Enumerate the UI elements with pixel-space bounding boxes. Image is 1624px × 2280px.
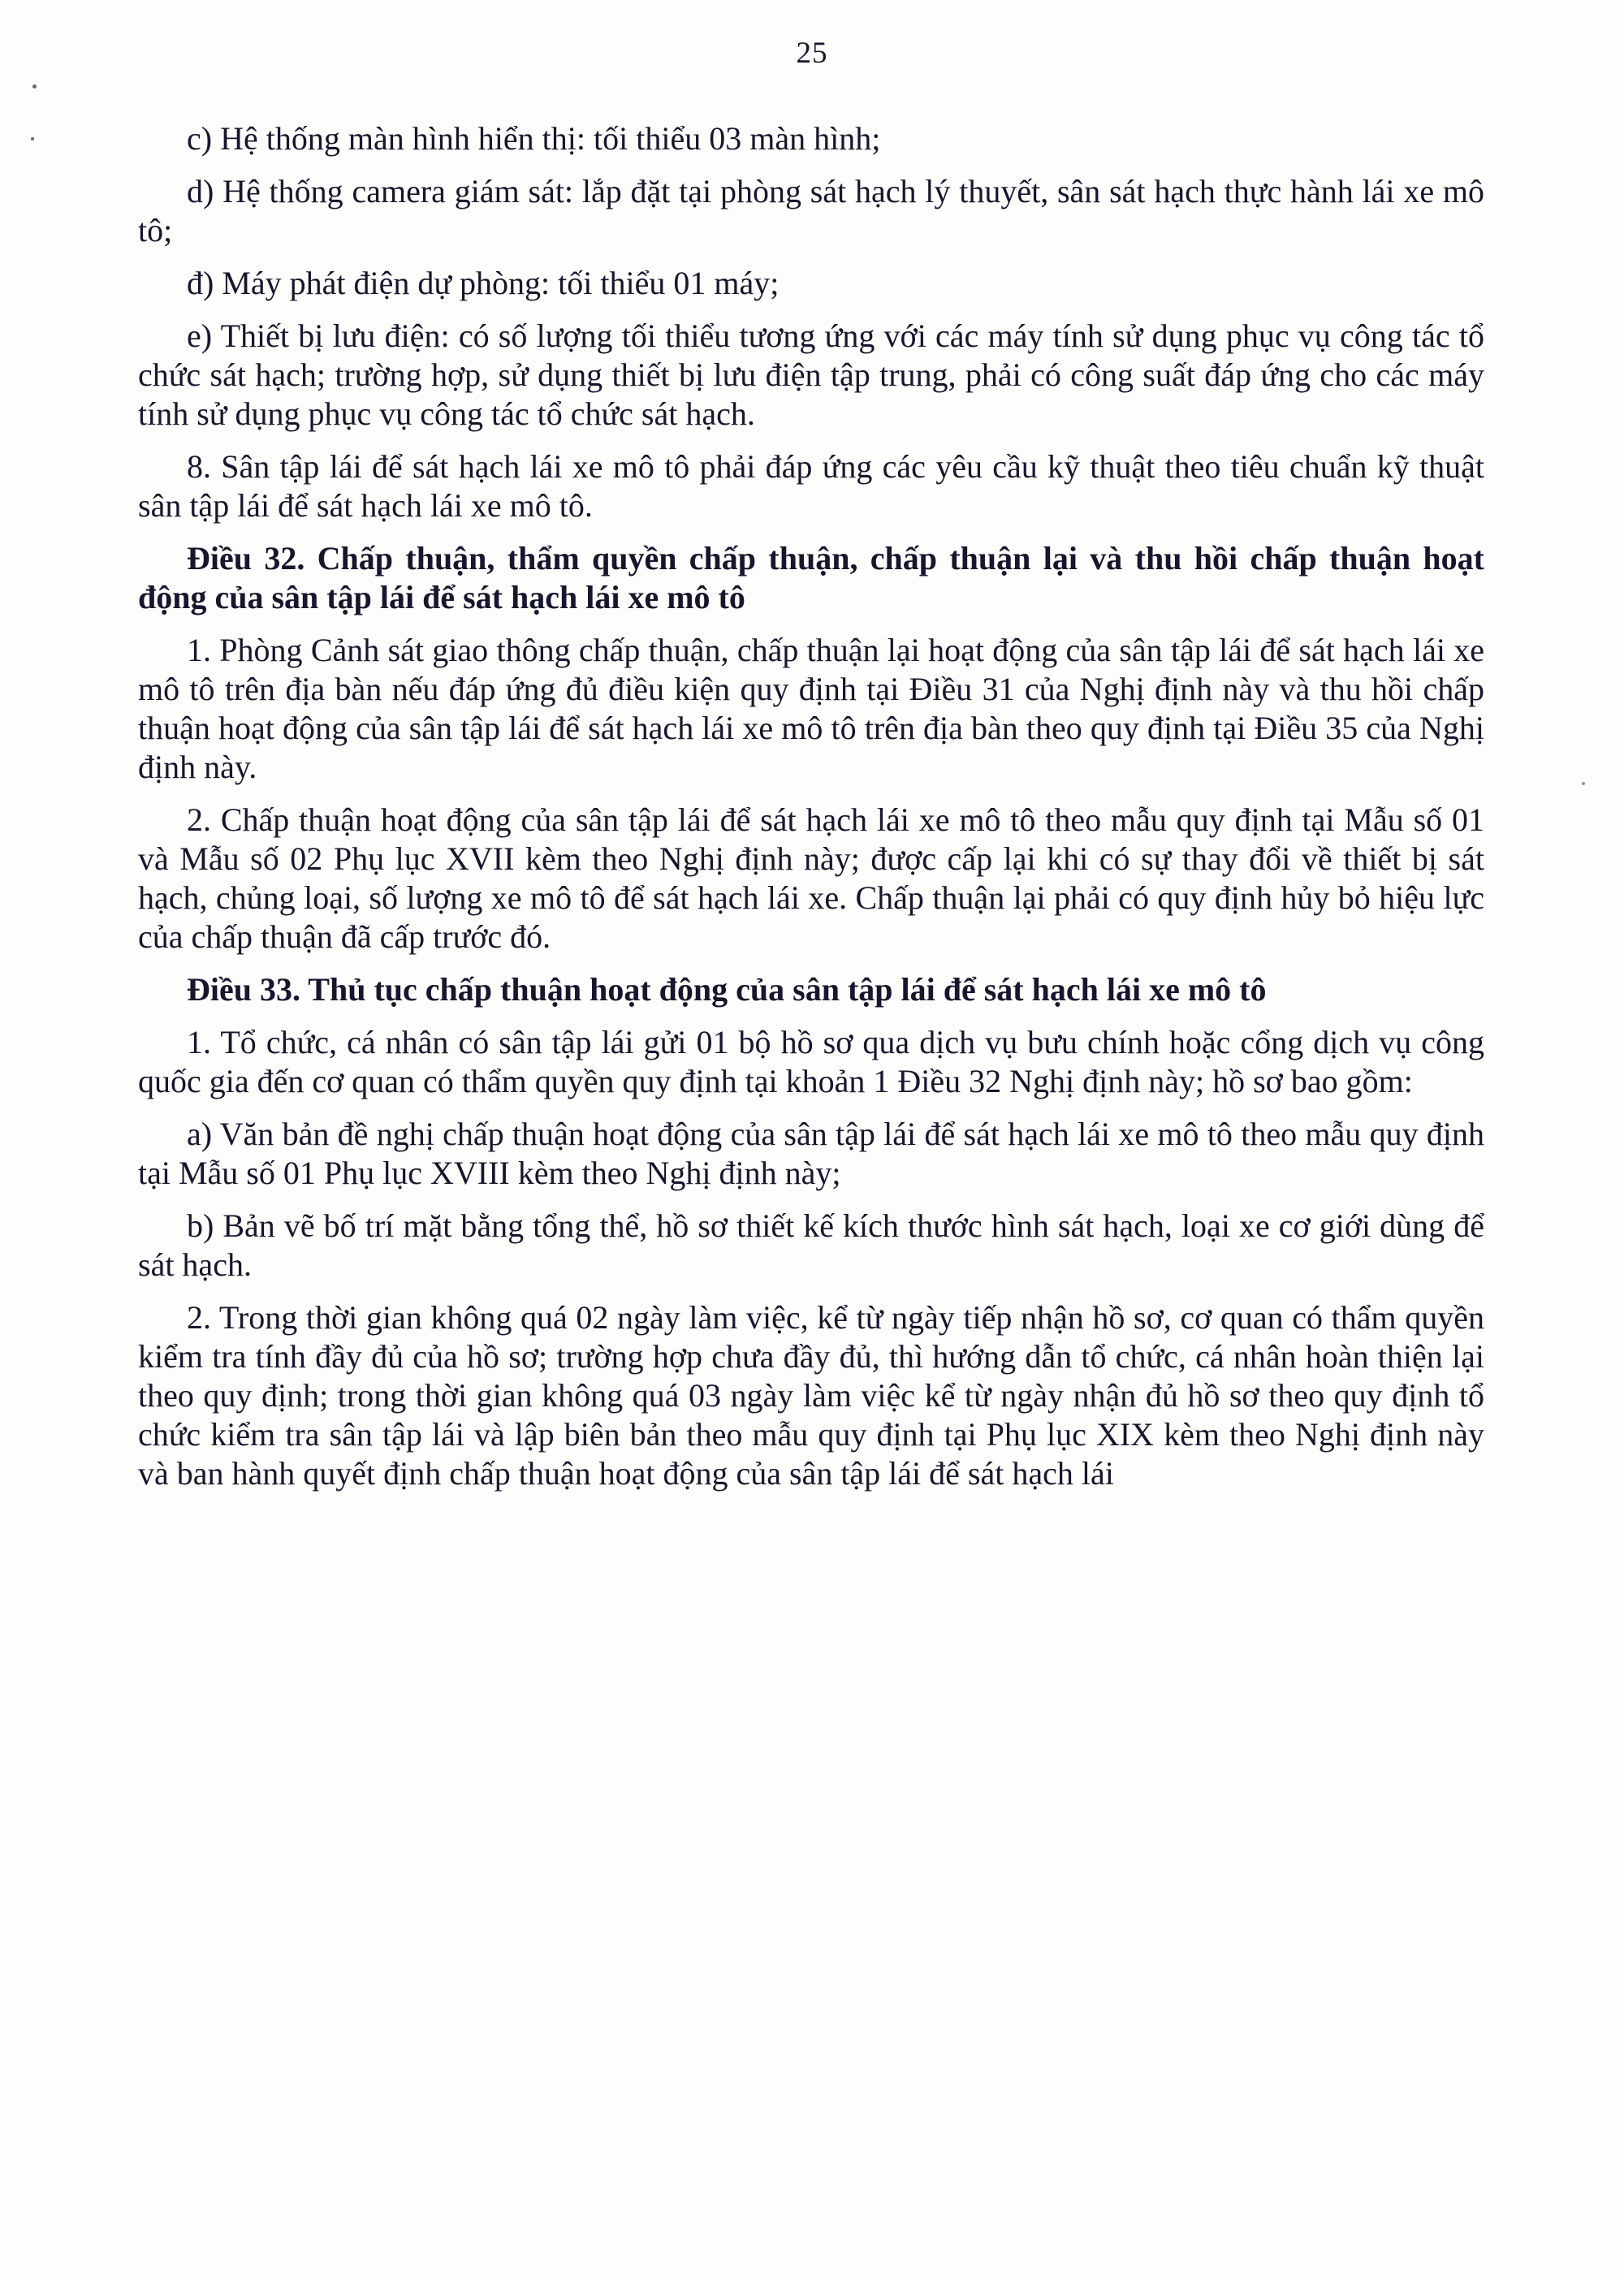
article-32-heading: Điều 32. Chấp thuận, thẩm quyền chấp thuận, chấp thuận lại và thu hồi chấp thuận hoạt động của sân tập lái để sát hạch lái xe mô tô: [138, 540, 1484, 615]
paragraph-clause-dd: đ) Máy phát điện dự phòng: tối thiểu 01 máy;: [187, 265, 780, 301]
scan-artifact-dot: [32, 84, 37, 89]
article-33-heading: Điều 33. Thủ tục chấp thuận hoạt động của sân tập lái để sát hạch lái xe mô tô: [187, 971, 1267, 1008]
scan-artifact-dot: [31, 137, 34, 140]
article-33-item-1: 1. Tổ chức, cá nhân có sân tập lái gửi 01 bộ hồ sơ qua dịch vụ bưu chính hoặc cổng dịch vụ công quốc gia đến cơ quan có thẩm quyền quy định tại khoản 1 Điều 32 Nghị định này; hồ sơ bao gồm:: [138, 1024, 1484, 1099]
paragraph-item-8: 8. Sân tập lái để sát hạch lái xe mô tô phải đáp ứng các yêu cầu kỹ thuật theo tiêu chuẩn kỹ thuật sân tập lái để sát hạch lái xe mô tô.: [138, 448, 1484, 524]
article-33-clause-b: b) Bản vẽ bố trí mặt bằng tổng thể, hồ sơ thiết kế kích thước hình sát hạch, loại xe cơ giới dùng để sát hạch.: [138, 1207, 1484, 1283]
paragraph-clause-e: e) Thiết bị lưu điện: có số lượng tối thiểu tương ứng với các máy tính sử dụng phục vụ công tác tổ chức sát hạch; trường hợp, sử dụng thiết bị lưu điện tập trung, phải có công suất đáp ứng cho các máy tính sử dụng phục vụ công tác tổ chức sát hạch.: [138, 317, 1484, 432]
article-33-clause-a: a) Văn bản đề nghị chấp thuận hoạt động của sân tập lái để sát hạch lái xe mô tô theo mẫu quy định tại Mẫu số 01 Phụ lục XVIII kèm theo Nghị định này;: [138, 1116, 1484, 1191]
paragraph-clause-c: c) Hệ thống màn hình hiển thị: tối thiểu 03 màn hình;: [187, 120, 881, 157]
article-33-item-2: 2. Trong thời gian không quá 02 ngày làm việc, kể từ ngày tiếp nhận hồ sơ, cơ quan có thẩm quyền kiểm tra tính đầy đủ của hồ sơ; trường hợp chưa đầy đủ, thì hướng dẫn tổ chức, cá nhân hoàn thiện lại theo quy định; trong thời gian không quá 03 ngày làm việc kể từ ngày nhận đủ hồ sơ theo quy định tổ chức kiểm tra sân tập lái và lập biên bản theo mẫu quy định tại Phụ lục XIX kèm theo Nghị định này và ban hành quyết định chấp thuận hoạt động của sân tập lái để sát hạch lái: [138, 1299, 1484, 1492]
document-content: [138, 119, 1484, 1493]
paragraph-clause-d: d) Hệ thống camera giám sát: lắp đặt tại phòng sát hạch lý thuyết, sân sát hạch thực hành lái xe mô tô;: [138, 173, 1484, 248]
article-32-item-2: 2. Chấp thuận hoạt động của sân tập lái để sát hạch lái xe mô tô theo mẫu quy định tại Mẫu số 01 và Mẫu số 02 Phụ lục XVII kèm theo Nghị định này; được cấp lại khi có sự thay đổi về thiết bị sát hạch, chủng loại, số lượng xe mô tô để sát hạch lái xe. Chấp thuận lại phải có quy định hủy bỏ hiệu lực của chấp thuận đã cấp trước đó.: [138, 801, 1484, 955]
scan-artifact-dot: [1582, 782, 1585, 785]
page-number: 25: [796, 37, 828, 70]
article-32-item-1: 1. Phòng Cảnh sát giao thông chấp thuận, chấp thuận lại hoạt động của sân tập lái để sát hạch lái xe mô tô trên địa bàn nếu đáp ứng đủ điều kiện quy định tại Điều 31 của Nghị định này và thu hồi chấp thuận hoạt động của sân tập lái để sát hạch lái xe mô tô trên địa bàn theo quy định tại Điều 35 của Nghị định này.: [138, 632, 1484, 785]
